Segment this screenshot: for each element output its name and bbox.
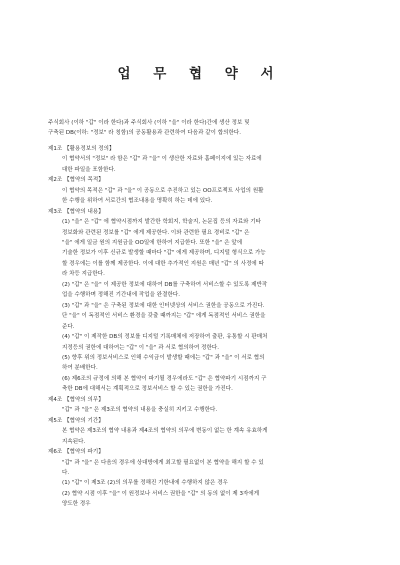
document-title: 업 무 협 약 서	[117, 66, 283, 82]
article-line: (4) "갑" 이 제작한 DB의 정보를 디지털 기록매체에 저장하여 출판, 유통할 시 판매처	[62, 334, 268, 341]
article-line: 축한 DB에 대해서는 계획적으로 정보서비스 할 수 있는 권한을 가진다.	[62, 386, 233, 393]
article-5	[48, 416, 360, 447]
article-line: 준다.	[62, 323, 75, 330]
article-line: (5) 향후 위의 정보서비스로 인해 수익금이 발생할 때에는 "갑" 과 "을" 이 서로 협의	[62, 354, 265, 361]
article-line: 기술한 정보가 이후 신규로 발생할 때마다 "갑" 에게 제공하며, 디지털 형식으로 가능	[62, 250, 266, 257]
article-line: (6) 제6조의 규정에 의해 본 협약이 파기될 경우에라도 "갑" 은 협약파기 시점까지 구	[62, 375, 267, 382]
article-line: "을" 에게 일금 원의 지원금을 OO일에 한하여 지급한다. 또한 "을" 은 앞에	[62, 239, 243, 246]
article-line: "갑" 과 "을" 은 제3조의 협약의 내용을 충실히 지키고 수행한다.	[62, 407, 218, 414]
article-line: 이 협약의 목적은 "갑" 과 "을" 이 공동으로 추진하고 있는 OO프로젝트 사업의 원활	[62, 187, 264, 194]
article-line: (3) "갑" 과 "을" 은 구축된 정보에 대한 인터넷상의 서비스 권한을 공동으로 가진다.	[62, 302, 265, 309]
article-line: 본 협약은 제3조의 협약 내용과 제4조의 협약의 의무에 변동이 없는 한 계속 유효하게	[62, 428, 268, 435]
article-line: 라 차등 지급한다.	[62, 271, 105, 278]
article-1	[48, 144, 360, 175]
article-line: 대한 파일을 포함한다.	[62, 166, 116, 173]
article-line: (2) 협약 시점 이후 "을" 이 원정보나 서비스 권한을 "갑" 의 동의 없이 제 3자에게	[62, 490, 260, 497]
article-line: 지속된다.	[62, 438, 86, 445]
article-line: 하여 분배한다.	[62, 365, 98, 372]
article-4	[48, 395, 360, 416]
article-line: 다.	[62, 469, 70, 476]
intro-paragraph	[48, 118, 360, 139]
article-6	[48, 447, 360, 510]
article-line: 할 경우에는 이를 함께 제공한다. 이에 대한 추가적인 지원은 매년 "갑" 의 사정에 따	[62, 260, 264, 267]
article-heading: 제1조 【활용정보의 정의】	[48, 145, 115, 152]
article-line: 이 협약서의 "정보" 라 함은 "갑" 과 "을" 이 생산한 자료와 홈페이지에 있는 자료에	[62, 156, 262, 163]
article-heading: 제6조 【협약의 파기】	[48, 449, 104, 456]
intro-line: 주식회사 (이하 "갑" 이라 한다)과 주식회사 (이하 "을" 이라 한다)간에 생산 정보 및	[48, 120, 250, 126]
article-heading: 제3조 【협약의 내용】	[48, 208, 104, 215]
article-line: 정보화와 관련된 정보를 "갑" 에게 제공한다. 이와 관련한 필요 경비로 "갑" 은	[62, 229, 250, 236]
article-line: (2) "갑" 은 "을" 이 제공한 정보에 대하여 DB를 구축하여 서비스할 수 있도록 제반작	[62, 281, 268, 288]
article-line: (1) "갑" 이 제3조 (2)의 의무를 정해진 기한내에 수행하지 않은 경우	[62, 480, 228, 487]
document-body	[48, 118, 360, 510]
article-line: (1) "을" 은 "갑" 에 협약시점까지 발간한 학회지, 학술지, 논문집 등의 자료와 기타	[62, 219, 261, 226]
article-line: "갑" 과 "을" 은 다음의 경우에 상대방에게 최고할 필요없이 본 협약을 해지 할 수 있	[62, 459, 264, 466]
article-heading: 제2조 【협약의 목적】	[48, 177, 104, 184]
article-heading: 제5조 【협약의 기간】	[48, 417, 104, 424]
article-line: 양도한 경우	[62, 501, 91, 508]
intro-line: 구축된 DB(이하: "정보" 라 칭함)의 공동활용과 관련하여 다음과 같이 합의한다.	[48, 130, 242, 137]
article-heading: 제4조 【협약의 의무】	[48, 396, 104, 403]
article-line: 단 "을" 이 독점적인 서비스 환경을 갖출 때까지는 "갑" 에게 독점적인 서비스 권한을	[62, 313, 266, 320]
article-3	[48, 207, 360, 395]
article-line: 한 수행을 위하여 서로간의 협조내용을 명확히 하는 데에 있다.	[62, 198, 213, 205]
article-2	[48, 175, 360, 206]
article-line: 지정등의 권한에 대하여는 "갑" 이 "을" 과 서로 협의하여 정한다.	[62, 344, 220, 351]
article-line: 업을 수행하며 정해진 기간내에 작업을 완결한다.	[62, 292, 181, 299]
